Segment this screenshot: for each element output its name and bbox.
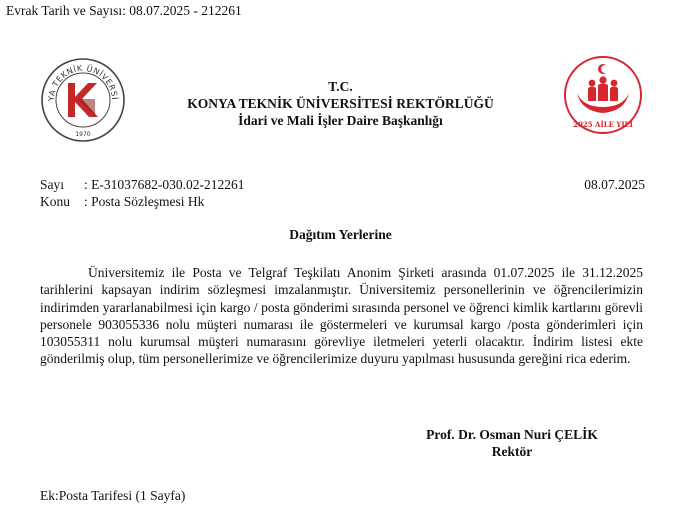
meta-konu-row <box>40 194 204 210</box>
letterhead-department: İdari ve Mali İşler Daire Başkanlığı <box>238 113 443 128</box>
document-date-number: Evrak Tarih ve Sayısı: 08.07.2025 - 212261 <box>6 3 242 18</box>
recipient-heading: Dağıtım Yerlerine <box>289 227 392 242</box>
letter-body: Üniversitemiz ile Posta ve Telgraf Teşkilatı Anonim Şirketi arasında 01.07.2025 ile 31.12.2025 tarihlerini kapsayan indirim sözleşmesi imzalanmıştır. Üniversitemiz personellerinin ve öğrencilerimizin indirimden yararlanabilmesi için kargo / posta gönderimi sırasında personel ve öğrenci kimlik kartlarını görevli personele 903055336 nolu müşteri numarası ile göstermeleri ve kurumsal kargo /posta gönderimleri için 103055311 nolu kurumsal müşteri numarasını görevliye iletmeleri yeterli olacaktır. İndirim listesi ekte gönderilmiş olup, tüm personellerimize ve öğrencilerimize duyuru yapılması hususunda gereğini rica ederim. <box>40 265 643 367</box>
letterhead-institution: KONYA TEKNİK ÜNİVERSİTESİ REKTÖRLÜĞÜ <box>187 96 494 111</box>
seal-year: 1970 <box>75 131 91 138</box>
konu-label: Konu <box>40 194 70 209</box>
letterhead-country: T.C. <box>328 79 353 94</box>
letterhead <box>0 78 681 129</box>
meta-sayi-row <box>40 177 244 193</box>
sayi-value: : E-31037682-030.02-212261 <box>84 177 245 192</box>
signature-block <box>405 426 619 460</box>
sayi-label: Sayı <box>40 177 65 192</box>
konu-value: : Posta Sözleşmesi Hk <box>84 194 205 209</box>
signatory-name: Prof. Dr. Osman Nuri ÇELİK <box>426 427 598 442</box>
family-year-label: 2025 AİLE YILI <box>573 120 633 129</box>
seal-arc-text: YA TEKNİK ÜNİVERSİ <box>46 63 120 102</box>
document-date: 08.07.2025 <box>584 177 645 192</box>
signatory-title: Rektör <box>491 444 533 459</box>
attachment-note: Ek:Posta Tarifesi (1 Sayfa) <box>40 488 186 503</box>
